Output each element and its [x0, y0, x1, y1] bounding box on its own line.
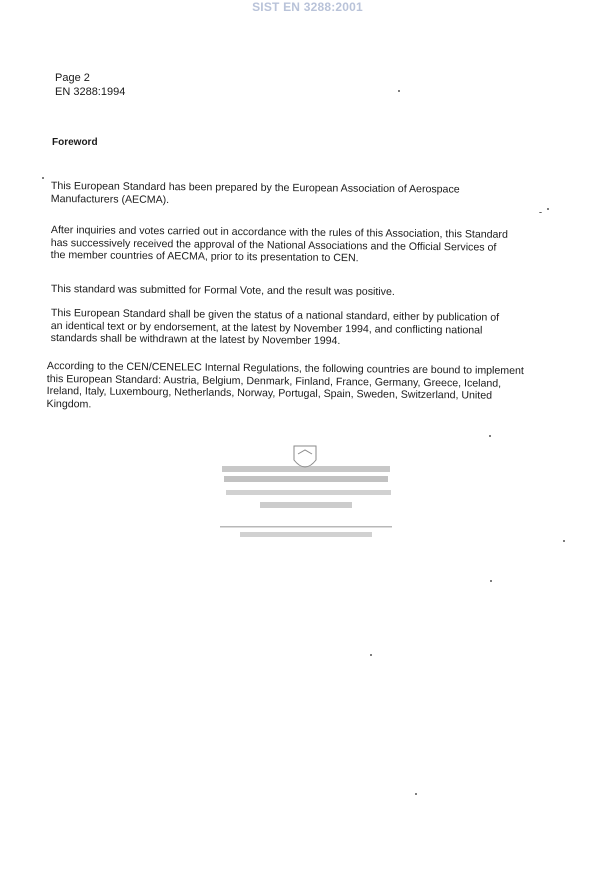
speck	[42, 177, 44, 179]
speck	[563, 540, 565, 542]
section-title: Foreword	[52, 137, 98, 148]
paragraph-3: This standard was submitted for Formal Vote, and the result was positive.	[50, 283, 395, 299]
speck	[539, 212, 542, 213]
speck	[398, 90, 400, 92]
coat-of-arms-stamp-icon	[220, 444, 395, 544]
paragraph-2: After inquiries and votes carried out in accordance with the rules of this Association, this Standard has successively received the approval of the National Associations and the Official Services of the member countries of AECMA, prior to its presentation to CEN.	[50, 224, 508, 265]
speck	[547, 208, 549, 210]
speck	[370, 654, 372, 656]
speck	[490, 580, 492, 582]
page-number: Page 2	[55, 72, 90, 84]
watermark: SIST EN 3288:2001	[252, 0, 363, 14]
speck	[489, 435, 491, 437]
speck	[415, 793, 417, 795]
standard-number: EN 3288:1994	[55, 86, 126, 98]
paragraph-5: According to the CEN/CENELEC Internal Regulations, the following countries are bound to implement this European Standard: Austria, Belgium, Denmark, Finland, France, Germany, Greece, Iceland, Ireland, Italy, Luxembourg, Netherlands, Norway, Portugal, Spain, Sweden, Switzerland, United Kingdom.	[46, 360, 524, 411]
paragraph-1: This European Standard has been prepared by the European Association of Aerospace Manufacturers (AECMA).	[50, 180, 460, 206]
paragraph-4: This European Standard shall be given the status of a national standard, either by publication of an identical text or by endorsement, at the latest by November 1994, and conflicting national standards shall be withdrawn at the latest by November 1994.	[50, 307, 500, 348]
page-header	[55, 71, 125, 99]
